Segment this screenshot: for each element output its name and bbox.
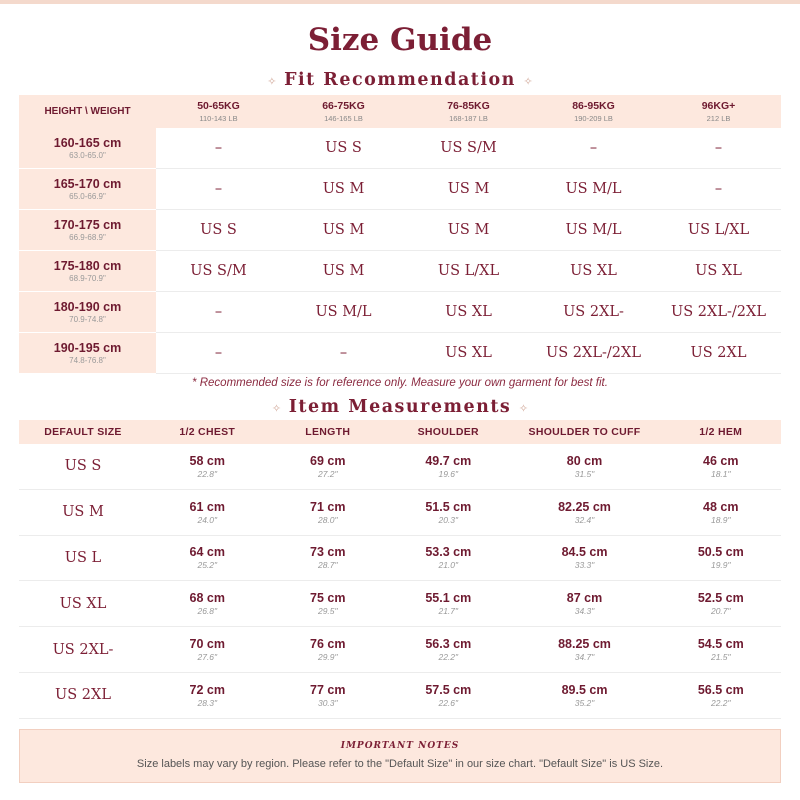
measurement-cell: 46 cm 18.1" [661, 444, 782, 489]
page-title: Size Guide [307, 22, 493, 58]
fit-recommendation-table [19, 95, 781, 374]
size-cell: US M [406, 210, 531, 251]
weight-column-header: 50-65KG 110-143 LB [156, 95, 281, 128]
measurement-cell: 51.5 cm 20.3" [388, 489, 509, 535]
weight-column-header: 76-85KG 168-187 LB [406, 95, 531, 128]
size-cell: US XL [406, 292, 531, 333]
size-label: US M [19, 489, 147, 535]
fit-recommendation-heading [0, 70, 800, 90]
measurement-cell: 57.5 cm 22.6" [388, 672, 509, 718]
table-row [19, 292, 781, 333]
ornament-left-icon: ✧ [271, 402, 282, 415]
measurement-cell: 76 cm 29.9" [268, 627, 389, 673]
size-cell: US M/L [531, 169, 656, 210]
size-cell: US M/L [281, 292, 406, 333]
weight-column-header: 86-95KG 190-209 LB [531, 95, 656, 128]
size-cell: US M [281, 210, 406, 251]
measurement-cell: 55.1 cm 21.7" [388, 581, 509, 627]
measurement-cell: 64 cm 25.2" [147, 535, 268, 581]
measurement-cell: 84.5 cm 33.3" [509, 535, 661, 581]
weight-column-header: 66-75KG 146-165 LB [281, 95, 406, 128]
size-cell: – [531, 128, 656, 169]
height-row-header: 160-165 cm 63.0-65.0" [19, 128, 156, 169]
table-row [19, 333, 781, 374]
ornament-right-icon: ✧ [518, 402, 529, 415]
size-cell: – [156, 169, 281, 210]
measurement-cell: 52.5 cm 20.7" [661, 581, 782, 627]
fit-recommendation-title: Fit Recommendation [284, 70, 516, 90]
measurement-cell: 53.3 cm 21.0" [388, 535, 509, 581]
size-cell: US S/M [156, 251, 281, 292]
size-cell: US L/XL [656, 210, 781, 251]
table-row [19, 128, 781, 169]
measurement-cell: 49.7 cm 19.6" [388, 444, 509, 489]
table-row [19, 169, 781, 210]
size-cell: US S [281, 128, 406, 169]
table-row [19, 444, 781, 489]
size-label: US 2XL [19, 672, 147, 718]
table-row [19, 535, 781, 581]
height-row-header: 180-190 cm 70.9-74.8" [19, 292, 156, 333]
table-row [19, 581, 781, 627]
measurement-cell: 56.5 cm 22.2" [661, 672, 782, 718]
measurement-cell: 71 cm 28.0" [268, 489, 389, 535]
measurement-cell: 75 cm 29.5" [268, 581, 389, 627]
fit-disclaimer-note: * Recommended size is for reference only. Measure your own garment for best fit. [192, 377, 608, 389]
size-cell: – [656, 128, 781, 169]
size-cell: US XL [406, 333, 531, 374]
important-notes-heading: IMPORTANT NOTES [340, 741, 460, 751]
size-label: US L [19, 535, 147, 581]
column-header-chest: 1/2 CHEST [147, 420, 268, 444]
weight-column-header: 96KG+ 212 LB [656, 95, 781, 128]
ornament-left-icon: ✧ [267, 75, 277, 88]
measurement-cell: 70 cm 27.6" [147, 627, 268, 673]
height-row-header: 175-180 cm 68.9-70.9" [19, 251, 156, 292]
size-cell: US 2XL-/2XL [656, 292, 781, 333]
size-cell: – [156, 333, 281, 374]
size-cell: US XL [531, 251, 656, 292]
column-header-hem: 1/2 HEM [661, 420, 782, 444]
measurement-cell: 50.5 cm 19.9" [661, 535, 782, 581]
size-cell: US M [281, 251, 406, 292]
item-measurements-title: Item Measurements [288, 397, 512, 417]
fit-header-row [19, 95, 781, 128]
measurement-cell: 61 cm 24.0" [147, 489, 268, 535]
top-accent-bar [0, 0, 800, 4]
measurement-cell: 54.5 cm 21.5" [661, 627, 782, 673]
size-label: US 2XL- [19, 627, 147, 673]
table-row [19, 627, 781, 673]
size-cell: US 2XL- [531, 292, 656, 333]
column-header-shoulder: SHOULDER [388, 420, 509, 444]
measurement-cell: 77 cm 30.3" [268, 672, 389, 718]
size-cell: – [156, 292, 281, 333]
table-row [19, 672, 781, 718]
measurement-cell: 58 cm 22.8" [147, 444, 268, 489]
measurement-cell: 73 cm 28.7" [268, 535, 389, 581]
measurement-cell: 56.3 cm 22.2" [388, 627, 509, 673]
height-row-header: 165-170 cm 65.0-66.9" [19, 169, 156, 210]
size-cell: US M [406, 169, 531, 210]
size-label: US S [19, 444, 147, 489]
item-measurements-table [19, 420, 781, 719]
size-cell: – [656, 169, 781, 210]
size-cell: – [156, 128, 281, 169]
measurement-cell: 72 cm 28.3" [147, 672, 268, 718]
measurement-cell: 69 cm 27.2" [268, 444, 389, 489]
height-row-header: 170-175 cm 66.9-68.9" [19, 210, 156, 251]
measurement-cell: 80 cm 31.5" [509, 444, 661, 489]
ornament-right-icon: ✧ [523, 75, 533, 88]
table-row [19, 251, 781, 292]
size-cell: US M [281, 169, 406, 210]
important-notes-box [19, 729, 781, 783]
column-header-length: LENGTH [268, 420, 389, 444]
height-weight-corner-label: HEIGHT \ WEIGHT [19, 95, 156, 128]
size-cell: US S/M [406, 128, 531, 169]
column-header-shoulder-to-cuff: SHOULDER TO CUFF [509, 420, 661, 444]
column-header-default-size: DEFAULT SIZE [19, 420, 147, 444]
size-cell: US M/L [531, 210, 656, 251]
measurement-cell: 89.5 cm 35.2" [509, 672, 661, 718]
size-cell: – [281, 333, 406, 374]
size-cell: US 2XL-/2XL [531, 333, 656, 374]
important-notes-text: Size labels may vary by region. Please refer to the "Default Size" in our size chart. "Default Size" is US Size. [136, 758, 664, 770]
measurement-cell: 48 cm 18.9" [661, 489, 782, 535]
measurements-header-row [19, 420, 781, 444]
measurement-cell: 87 cm 34.3" [509, 581, 661, 627]
table-row [19, 489, 781, 535]
size-cell: US XL [656, 251, 781, 292]
measurement-cell: 82.25 cm 32.4" [509, 489, 661, 535]
measurement-cell: 88.25 cm 34.7" [509, 627, 661, 673]
size-cell: US 2XL [656, 333, 781, 374]
item-measurements-heading [0, 397, 800, 417]
table-row [19, 210, 781, 251]
height-row-header: 190-195 cm 74.8-76.8" [19, 333, 156, 374]
size-cell: US S [156, 210, 281, 251]
measurement-cell: 68 cm 26.8" [147, 581, 268, 627]
size-cell: US L/XL [406, 251, 531, 292]
size-label: US XL [19, 581, 147, 627]
